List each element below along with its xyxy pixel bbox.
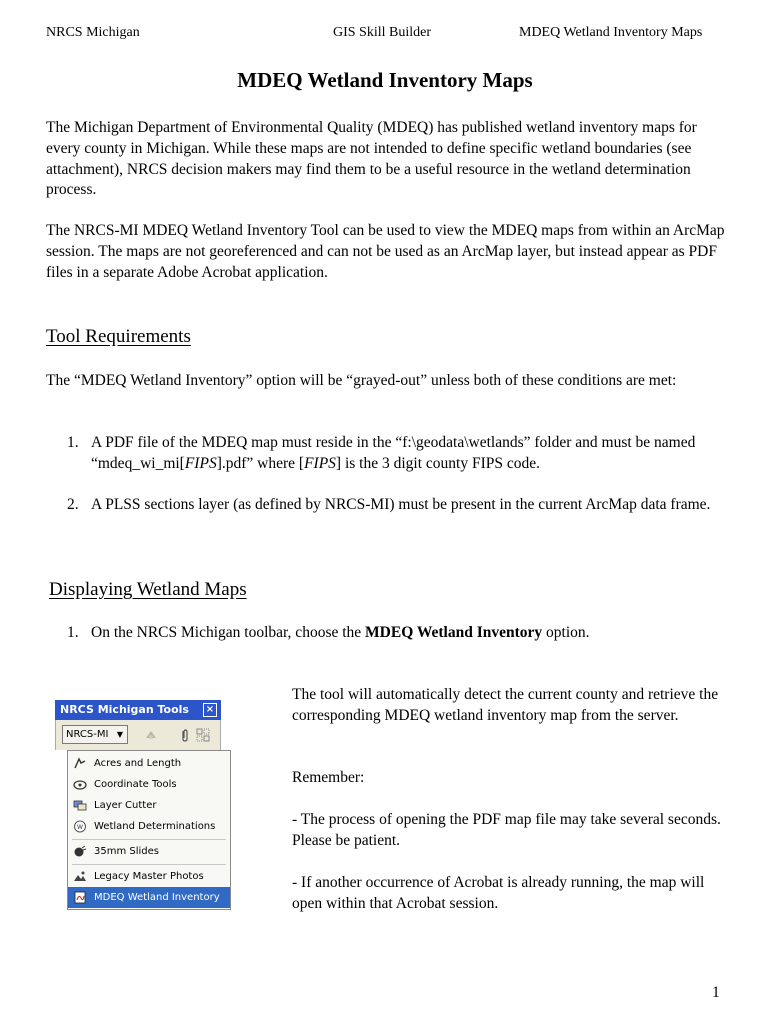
- fips-italic: FIPS: [304, 454, 336, 472]
- fips-italic: FIPS: [184, 454, 217, 472]
- menu-item-layer-cutter[interactable]: [68, 795, 230, 816]
- list-number: 1.: [67, 434, 79, 451]
- header-center: GIS Skill Builder: [333, 25, 432, 40]
- photo-icon: [73, 870, 87, 883]
- menu-item-label: Acres and Length: [94, 758, 182, 769]
- requirements-intro: The “MDEQ Wetland Inventory” option will be “grayed-out” unless both of these conditions are met:: [46, 372, 677, 389]
- dropdown-label: NRCS-MI: [66, 729, 109, 740]
- toolbar-title-bar: [55, 700, 221, 720]
- menu-item-acres-and-length[interactable]: [68, 753, 230, 774]
- menu-item-label: MDEQ Wetland Inventory: [94, 892, 220, 903]
- list-number: 2.: [67, 496, 79, 513]
- toolbar-title: NRCS Michigan Tools: [60, 703, 189, 716]
- list-text: A PLSS sections layer (as defined by NRCS-MI) must be present in the current ArcMap data frame.: [91, 496, 711, 513]
- side-paragraph-2: Remember:: [292, 769, 365, 786]
- menu-item-label: 35mm Slides: [94, 846, 159, 857]
- menu-item-wetland-determinations[interactable]: [68, 816, 230, 837]
- menu-item-legacy-master-photos[interactable]: [68, 866, 230, 887]
- grayed-tool-icon[interactable]: [144, 728, 158, 742]
- coordinate-icon: [73, 778, 87, 791]
- requirement-item-2: [67, 495, 727, 516]
- text-fragment: On the NRCS Michigan toolbar, choose the: [91, 624, 366, 641]
- list-text: [91, 433, 731, 475]
- text-fragment: option.: [542, 624, 590, 641]
- menu-item-label: Wetland Determinations: [94, 821, 216, 832]
- svg-text:W: W: [77, 824, 83, 831]
- header-left: NRCS Michigan: [46, 25, 140, 40]
- pdf-map-icon: [73, 891, 87, 904]
- side-paragraph-4: - If another occurrence of Acrobat is already running, the map will open within that Acrobat session.: [292, 874, 705, 912]
- side-paragraph-1: The tool will automatically detect the current county and retrieve the corresponding MDEQ wetland inventory map from the server.: [292, 686, 719, 724]
- side-paragraph-3: - The process of opening the PDF map file may take several seconds. Please be patient.: [292, 811, 721, 849]
- text-fragment: A PDF file of the MDEQ map must reside in the “f:\geodata\wetlands” folder and must be named “mdeq_wi_mi[: [91, 434, 696, 472]
- chevron-down-icon: ▼: [116, 730, 123, 739]
- paperclip-icon[interactable]: [178, 728, 192, 742]
- close-icon[interactable]: ×: [203, 703, 217, 717]
- ruler-icon: [73, 757, 87, 770]
- tools-dropdown-menu: [67, 750, 231, 910]
- camera-icon: [73, 845, 87, 858]
- toolbar-bar: [55, 720, 221, 750]
- displaying-heading: Displaying Wetland Maps: [49, 579, 247, 600]
- menu-item-label: Layer Cutter: [94, 800, 157, 811]
- list-text: [91, 623, 731, 644]
- menu-divider: [72, 839, 226, 840]
- text-fragment: ] is the 3 digit county FIPS code.: [335, 454, 540, 472]
- layer-cutter-icon: [73, 799, 87, 812]
- nrcs-mi-dropdown[interactable]: [62, 725, 128, 744]
- menu-item-coordinate-tools[interactable]: [68, 774, 230, 795]
- list-number: 1.: [67, 624, 79, 641]
- page-title: MDEQ Wetland Inventory Maps: [237, 68, 533, 92]
- page-number: 1: [712, 984, 720, 1001]
- menu-item-mdeq-wetland-inventory[interactable]: [68, 887, 230, 908]
- menu-item-label: Coordinate Tools: [94, 779, 177, 790]
- menu-item-label: Legacy Master Photos: [94, 871, 204, 882]
- wetland-icon: [73, 820, 87, 833]
- grid-tool-icon[interactable]: [196, 728, 210, 742]
- bold-option-name: MDEQ Wetland Inventory: [365, 624, 543, 641]
- toolbar-screenshot: [55, 700, 225, 910]
- text-fragment: ].pdf” where [: [216, 454, 305, 472]
- intro-paragraph-1: The Michigan Department of Environmental Quality (MDEQ) has published wetland inventory maps for every county in Michigan. While these maps are not intended to define specific wetland boundaries (see attachment), NRCS decision makers may find them to be a useful resource in the wetland determination process.: [46, 119, 697, 199]
- intro-paragraph-2: The NRCS-MI MDEQ Wetland Inventory Tool can be used to view the MDEQ maps from within an ArcMap session. The maps are not georeferenced and can not be used as an ArcMap layer, but instead appear as PDF files in a separate Adobe Acrobat application.: [46, 222, 725, 281]
- menu-item-35mm-slides[interactable]: [68, 841, 230, 862]
- requirement-item-1: [67, 433, 727, 472]
- menu-divider: [72, 864, 226, 865]
- display-step-1: [67, 623, 727, 644]
- header-right: MDEQ Wetland Inventory Maps: [519, 25, 703, 40]
- requirements-heading: Tool Requirements: [46, 326, 191, 347]
